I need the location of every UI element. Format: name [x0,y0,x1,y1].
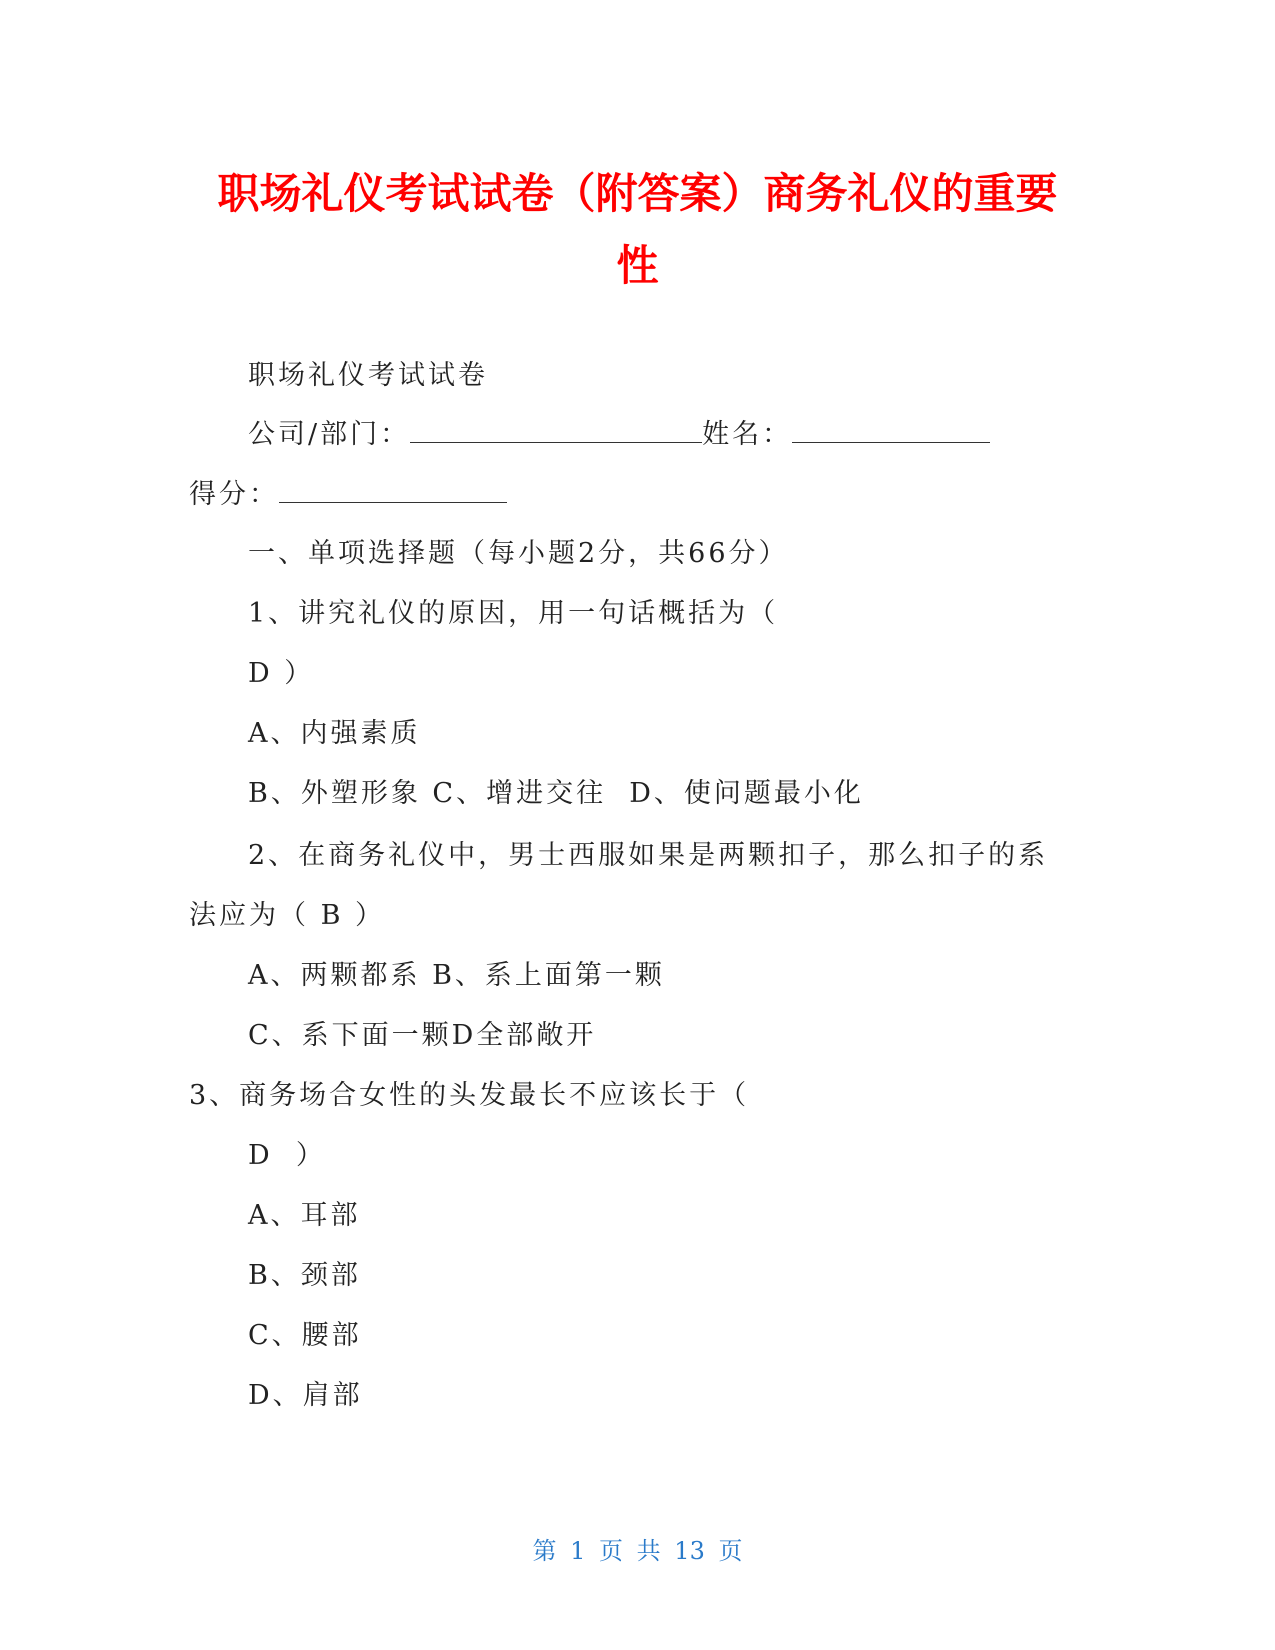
dept-blank [410,416,702,443]
title-line-2: 性 [616,241,659,290]
dept-label: 公司/部门： [248,419,411,450]
q3-option-b: B、颈部 [248,1260,361,1291]
q2-options-ab: A、两颗都系 B、系上面第一颗 [248,960,665,991]
name-blank [792,416,990,443]
score-blank [279,476,507,503]
form-score-row [189,476,507,513]
subtitle: 职场礼仪考试试卷 [248,360,488,391]
score-label: 得分： [189,479,279,510]
q3-option-c: C、腰部 [248,1320,362,1351]
q3-option-a: A、耳部 [248,1200,361,1231]
q3-answer: D ） [248,1140,326,1171]
q1-options-bcd: B、外塑形象 C、增进交往 D、使问题最小化 [248,778,864,809]
q2-text-line-2: 法应为（ B ） [189,900,386,931]
name-label: 姓名： [702,419,793,450]
q3-text: 3、商务场合女性的头发最长不应该长于（ [189,1080,750,1111]
q3-option-d: D、肩部 [248,1380,363,1411]
q1-option-a: A、内强素质 [248,718,421,749]
q2-text-line-1: 2、在商务礼仪中，男士西服如果是两颗扣子，那么扣子的系 [248,840,1049,871]
q1-text: 1、讲究礼仪的原因，用一句话概括为（ [248,598,779,629]
document-title [150,158,1125,302]
title-line-1: 职场礼仪考试试卷（附答案）商务礼仪的重要 [217,169,1058,218]
form-dept-name-row [248,416,990,453]
q1-answer: D ） [248,658,315,689]
page-number-footer: 第 1 页 共 13 页 [532,1537,743,1565]
q2-options-cd: C、系下面一颗D全部敞开 [248,1020,597,1051]
section-heading: 一、单项选择题（每小题2分，共66分） [248,538,789,569]
